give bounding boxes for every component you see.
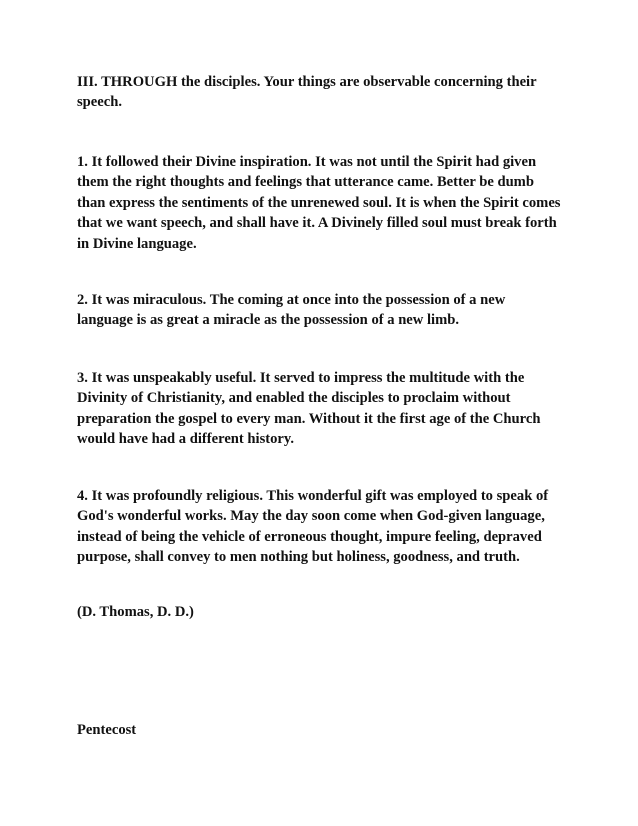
text-line: 1. It followed their Divine inspiration. It was not until the Spirit had given <box>77 154 537 170</box>
text-line: in Divine language. <box>77 235 197 252</box>
attribution <box>77 602 567 622</box>
section-intro-paragraph <box>77 72 567 113</box>
text-line: instead of being the vehicle of erroneous thought, impure feeling, depraved <box>77 528 542 545</box>
point-2-paragraph <box>77 290 567 331</box>
point-4-paragraph <box>77 486 567 568</box>
text-line: purpose, shall convey to men nothing but holiness, goodness, and truth. <box>77 549 520 566</box>
heading-text: Pentecost <box>77 722 137 738</box>
text-line: 2. It was miraculous. The coming at once into the possession of a new <box>77 292 506 308</box>
next-section-heading <box>77 720 567 740</box>
point-3-paragraph <box>77 368 567 450</box>
text-line: them the right thoughts and feelings that utterance came. Better be dumb <box>77 174 534 191</box>
text-line: than express the sentiments of the unrenewed soul. It is when the Spirit comes <box>77 194 561 211</box>
text-line: Divinity of Christianity, and enabled the disciples to proclaim without <box>77 390 511 407</box>
text-line: 3. It was unspeakably useful. It served to impress the multitude with the <box>77 370 525 386</box>
text-line: that we want speech, and shall have it. A Divinely filled soul must break forth <box>77 215 557 232</box>
text-line: speech. <box>77 94 122 111</box>
point-1-paragraph <box>77 152 567 254</box>
text-line: III. THROUGH the disciples. Your things are observable concerning their <box>77 74 537 90</box>
text-line: would have had a different history. <box>77 431 295 448</box>
text-line: language is as great a miracle as the possession of a new limb. <box>77 312 460 329</box>
attribution-text: (D. Thomas, D. D.) <box>77 604 194 620</box>
text-line: God's wonderful works. May the day soon come when God-given language, <box>77 508 545 525</box>
text-line: preparation the gospel to every man. Without it the first age of the Church <box>77 410 541 427</box>
text-line: 4. It was profoundly religious. This wonderful gift was employed to speak of <box>77 488 549 504</box>
